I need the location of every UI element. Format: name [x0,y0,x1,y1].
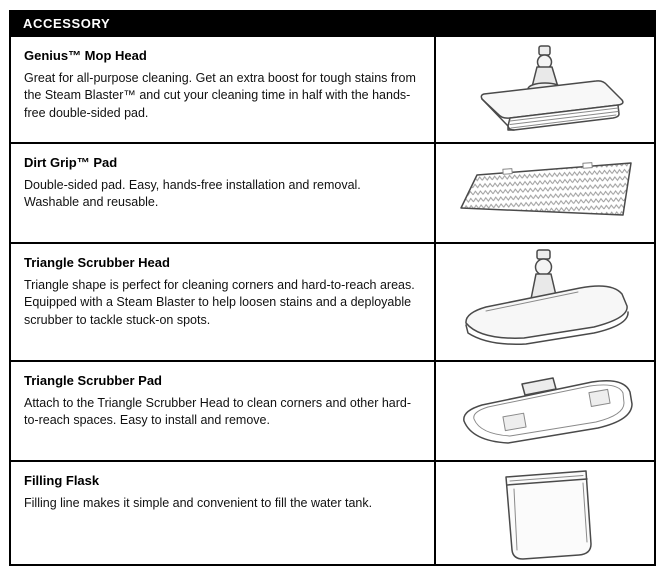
accessory-text-cell [11,37,436,142]
accessory-description: Attach to the Triangle Scrubber Head to clean corners and other hard-to-reach spaces. Easy to install and remove. [24,396,412,428]
accessory-title: Filling Flask [24,473,100,488]
table-row [11,460,654,564]
accessory-image-cell [436,144,654,242]
table-header [11,12,654,35]
accessory-description: Filling line makes it simple and convenient to fill the water tank. [24,496,373,510]
accessory-image-cell [436,244,654,360]
accessory-image-cell [436,462,654,564]
genius-mop-head-illustration [456,42,634,138]
accessory-description: Triangle shape is perfect for cleaning corners and hard-to-reach areas. Equipped with a Steam Blaster to help loosen stains and a deployable scrubber to tackle stuck-on spots. [24,278,415,327]
accessory-text-cell [11,244,436,360]
table-row [11,360,654,460]
accessory-text-cell [11,144,436,242]
accessory-title: Dirt Grip™ Pad [24,155,118,170]
accessory-description: Great for all-purpose cleaning. Get an extra boost for tough stains from the Steam Blaster™ and cut your cleaning time in half with the hands-free double-sided pad. [24,71,416,120]
table-row [11,35,654,142]
accessory-description: Double-sided pad. Easy, hands-free installation and removal. Washable and reusable. [24,178,361,210]
table-row [11,142,654,242]
accessory-title: Triangle Scrubber Head [24,255,170,270]
accessory-table [9,10,656,566]
accessory-title: Triangle Scrubber Pad [24,373,162,388]
table-row [11,242,654,360]
triangle-scrubber-pad-illustration [452,369,638,453]
filling-flask-illustration [481,462,609,564]
accessory-text-cell [11,362,436,460]
accessory-image-cell [436,37,654,142]
accessory-title: Genius™ Mop Head [24,48,147,63]
accessory-image-cell [436,362,654,460]
accessory-text-cell [11,462,436,564]
triangle-scrubber-head-illustration [452,248,638,356]
dirt-grip-pad-illustration [451,156,639,230]
table-header-title: ACCESSORY [23,16,111,31]
